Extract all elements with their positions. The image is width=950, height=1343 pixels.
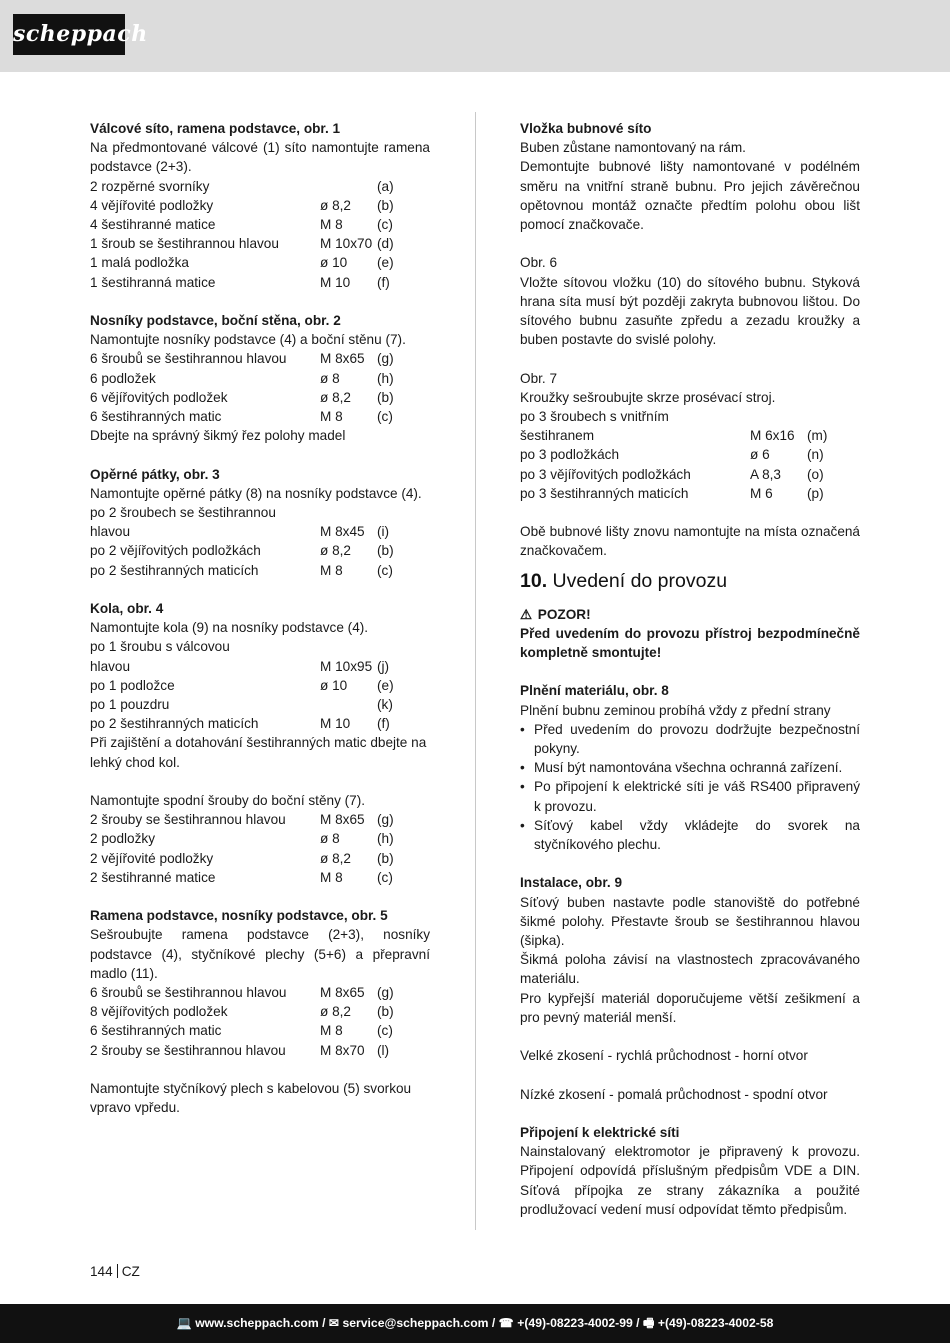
table-row (90, 522, 430, 541)
part-size: ø 10 (320, 255, 348, 271)
part-size: M 8x70 (320, 1042, 365, 1058)
section-title: Opěrné pátky, obr. 3 (90, 466, 220, 482)
part-ref: (b) (377, 1004, 394, 1020)
table-row (90, 253, 430, 272)
table-row (90, 215, 430, 234)
table-row (90, 810, 430, 829)
part-size (320, 695, 377, 714)
table-row (90, 849, 430, 868)
part-name: 1 malá podložka (90, 255, 189, 271)
parts-table (90, 522, 430, 580)
part-ref: (f) (377, 716, 390, 732)
part-ref: (k) (377, 697, 393, 713)
part-name: po 2 vějířovitých podložkách (90, 543, 261, 559)
section-title: Ramena podstavce, nosníky podstavce, obr. 5 (90, 908, 388, 924)
figure-ref: Obr. 7 (520, 370, 558, 386)
part-size: ø 8,2 (320, 543, 351, 559)
figure-ref: Obr. 6 (520, 255, 558, 271)
part-name: šestihranem (520, 428, 595, 444)
parts-table (90, 349, 430, 426)
paragraph: Vložte sítovou vložku (10) do sítového bubnu. Styková hrana síta musí být později zakryta bubnovou lištou. Do sítového bubnu zasuňte zpředu a zezadu kroužky a buben postavte do svislé polohy. (520, 274, 860, 348)
part-size: M 10 (320, 716, 351, 732)
part-ref: (l) (377, 1042, 390, 1058)
part-ref: (d) (377, 236, 394, 252)
parts-line: po 3 šroubech s vnitřním (520, 409, 669, 425)
paragraph: Nízké zkosení - pomalá průchodnost - spodní otvor (520, 1086, 828, 1102)
page-language: CZ (121, 1264, 140, 1279)
part-name: 6 šroubů se šestihrannou hlavou (90, 351, 287, 367)
part-name: 4 šestihranné matice (90, 217, 216, 233)
part-ref: (o) (807, 466, 824, 482)
section-note: Při zajištění a dotahování šestihranných matic dbejte na lehký chod kol. (90, 735, 427, 770)
table-row (90, 829, 430, 848)
part-name: 6 vějířovitých podložek (90, 389, 228, 405)
right-column (520, 119, 860, 1219)
part-name: 6 šestihranných matic (90, 1023, 222, 1039)
part-size: M 10x95 (320, 658, 373, 674)
part-name: po 3 vějířovitých podložkách (520, 466, 691, 482)
part-ref: (i) (377, 524, 390, 540)
table-row (90, 676, 430, 695)
footer-email[interactable]: service@scheppach.com (342, 1316, 489, 1330)
list-item: • Před uvedením do provozu dodržujte bezpečnostní pokyny. (520, 720, 860, 758)
scheppach-logo: scheppach (13, 14, 125, 55)
section-note: Dbejte na správný šikmý řez polohy madel (90, 428, 346, 444)
part-ref: (h) (377, 370, 394, 386)
paragraph: Obě bubnové lišty znovu namontujte na místa označená značkovačem. (520, 524, 860, 559)
footer-website[interactable]: www.scheppach.com (195, 1316, 319, 1330)
section-title: Plnění materiálu, obr. 8 (520, 683, 669, 699)
part-size: M 10x70 (320, 236, 373, 252)
part-name: 2 rozpěrné svorníky (90, 178, 210, 194)
part-size: M 6 (750, 485, 773, 501)
part-name: 4 vějířovité podložky (90, 197, 214, 213)
parts-table (90, 177, 430, 292)
phone-icon: ☎ (498, 1316, 514, 1330)
list-item: • Po připojení k elektrické síti je váš RS400 připravený k provozu. (520, 777, 860, 815)
part-ref: (e) (377, 677, 394, 693)
table-row (90, 369, 430, 388)
part-name: 2 podložky (90, 831, 155, 847)
part-size: M 8x65 (320, 812, 365, 828)
table-row (90, 273, 430, 292)
table-row (90, 695, 430, 714)
warning-text: Před uvedením do provozu přístroj bezpodmínečně kompletně smontujte! (520, 625, 860, 661)
part-ref: (j) (377, 658, 390, 674)
part-ref: (g) (377, 351, 394, 367)
part-ref: (c) (377, 562, 393, 578)
part-name: 6 podložek (90, 370, 156, 386)
part-name: po 1 pouzdru (90, 697, 170, 713)
table-row (520, 465, 860, 484)
section-intro: Namontujte kola (9) na nosníky podstavce (4). (90, 620, 369, 636)
part-size: M 8 (320, 1023, 343, 1039)
paragraph: Síťový buben nastavte podle stanoviště do potřebné šikmé polohy. Přestavte šroub se šestihrannou hlavou (šipka). (520, 894, 860, 949)
fax-icon: 🖷 (642, 1316, 655, 1330)
section-title: Připojení k elektrické síti (520, 1125, 680, 1141)
list-item: • Síťový kabel vždy vkládejte do svorek na styčníkového plechu. (520, 816, 860, 854)
paragraph: Šikmá poloha závisí na vlastnostech zpracovávaného materiálu. (520, 952, 860, 987)
table-row (90, 388, 430, 407)
table-row (90, 196, 430, 215)
part-ref: (c) (377, 1023, 393, 1039)
section-intro: Namontujte spodní šrouby do boční stěny (7). (90, 793, 366, 809)
table-row (520, 426, 860, 445)
section-title: Nosníky podstavce, boční stěna, obr. 2 (90, 313, 341, 329)
part-name: 1 šestihranná matice (90, 274, 216, 290)
part-size: M 8 (320, 409, 343, 425)
paragraph: Demontujte bubnové lišty namontované v podélném směru na vnitřní straně bubnu. Pro jejich závěrečnou opětovnou montáž označte předtím polohu obou lišt pomocí značkovače. (520, 159, 860, 233)
part-size: M 6x16 (750, 428, 795, 444)
footer-fax: +(49)-08223-4002-58 (657, 1316, 774, 1330)
part-size: ø 10 (320, 677, 348, 693)
part-name: po 3 podložkách (520, 447, 620, 463)
chapter-heading (520, 569, 860, 593)
part-name: 6 šroubů se šestihrannou hlavou (90, 985, 287, 1001)
part-size: M 8x65 (320, 985, 365, 1001)
part-name: po 2 šestihranných maticích (90, 562, 259, 578)
footer-phone: +(49)-08223-4002-99 (517, 1316, 633, 1330)
part-name: po 3 šestihranných maticích (520, 485, 689, 501)
parts-table (90, 810, 430, 887)
paragraph: Pro kypřejší materiál doporučujeme větší zešikmení a pro pevný materiál menší. (520, 990, 860, 1025)
table-row (90, 1002, 430, 1021)
paragraph: Velké zkosení - rychlá průchodnost - horní otvor (520, 1048, 808, 1064)
part-ref: (n) (807, 447, 824, 463)
part-size: M 8x45 (320, 524, 365, 540)
part-ref: (p) (807, 485, 824, 501)
table-row (90, 868, 430, 887)
page-number (90, 1264, 140, 1279)
part-name: hlavou (90, 524, 131, 540)
part-ref: (c) (377, 217, 393, 233)
table-row (90, 541, 430, 560)
part-size: M 8 (320, 869, 343, 885)
page-separator (117, 1264, 118, 1278)
header-bar (0, 0, 950, 72)
chapter-number: 10. (520, 569, 548, 592)
paragraph: Buben zůstane namontovaný na rám. (520, 140, 746, 156)
part-size: M 8x65 (320, 351, 365, 367)
part-name: 8 vějířovitých podložek (90, 1004, 228, 1020)
table-row (90, 983, 430, 1002)
paragraph: Plnění bubnu zeminou probíhá vždy z přední strany (520, 702, 831, 718)
part-name: 2 šrouby se šestihrannou hlavou (90, 1042, 286, 1058)
parts-line: po 2 šroubech se šestihrannou (90, 505, 276, 521)
part-size: ø 8,2 (320, 850, 351, 866)
section-intro: Na předmontované válcové (1) síto namontujte ramena podstavce (2+3). (90, 140, 430, 175)
part-size (320, 177, 377, 196)
parts-line: po 1 šroubu s válcovou (90, 639, 230, 655)
bullet-list (520, 720, 860, 854)
parts-table (90, 983, 430, 1060)
table-row (520, 445, 860, 464)
page-number-value: 144 (90, 1264, 113, 1279)
warning-label (520, 605, 860, 624)
section-intro: Namontujte nosníky podstavce (4) a boční stěnu (7). (90, 332, 406, 348)
part-name: hlavou (90, 658, 131, 674)
part-size: M 8 (320, 217, 343, 233)
section-intro: Namontujte opěrné pátky (8) na nosníky podstavce (4). (90, 485, 422, 501)
part-ref: (c) (377, 409, 393, 425)
part-ref: (m) (807, 428, 828, 444)
part-ref: (g) (377, 812, 394, 828)
part-name: 2 šrouby se šestihrannou hlavou (90, 812, 286, 828)
part-size: ø 8,2 (320, 197, 351, 213)
part-name: 2 vějířovité podložky (90, 850, 214, 866)
left-column (90, 119, 430, 1117)
part-ref: (h) (377, 831, 394, 847)
table-row (90, 1041, 430, 1060)
table-row (90, 349, 430, 368)
part-size: ø 6 (750, 447, 770, 463)
part-name: 1 šroub se šestihrannou hlavou (90, 236, 279, 252)
part-size: M 10 (320, 274, 351, 290)
table-row (90, 561, 430, 580)
footer-bar: 💻 www.scheppach.com / ✉ service@scheppach.com / ☎ +(49)-08223-4002-99 / 🖷 +(49)-08223-4002-58 (0, 1304, 950, 1343)
part-ref: (b) (377, 197, 394, 213)
part-name: po 2 šestihranných maticích (90, 716, 259, 732)
warning-icon: ⚠ (520, 606, 533, 622)
part-size: A 8,3 (750, 466, 781, 482)
part-size: ø 8 (320, 370, 340, 386)
section-intro: Sešroubujte ramena podstavce (2+3), nosníky podstavce (4), styčníkové plechy (5+6) a přepravní madlo (11). (90, 927, 430, 981)
mail-icon: ✉ (328, 1316, 340, 1330)
section-title: Instalace, obr. 9 (520, 875, 622, 891)
section-title: Válcové síto, ramena podstavce, obr. 1 (90, 121, 341, 136)
part-ref: (b) (377, 543, 394, 559)
column-divider (475, 112, 476, 1230)
list-item: • Musí být namontována všechna ochranná zařízení. (520, 758, 860, 777)
table-row (90, 657, 430, 676)
part-name: 2 šestihranné matice (90, 869, 216, 885)
table-row (90, 1021, 430, 1040)
part-ref: (b) (377, 850, 394, 866)
table-row (90, 234, 430, 253)
table-row (90, 714, 430, 733)
part-ref: (b) (377, 389, 394, 405)
section-title: Vložka bubnové síto (520, 121, 652, 136)
part-size: ø 8,2 (320, 389, 351, 405)
paragraph: Kroužky sešroubujte skrze prosévací stroj. (520, 389, 776, 405)
part-ref: (c) (377, 869, 393, 885)
part-name: po 1 podložce (90, 677, 175, 693)
part-ref: (f) (377, 274, 390, 290)
paragraph: Nainstalovaný elektromotor je připravený k provozu. Připojení odpovídá příslušným předpisům VDE a DIN. Síťová přípojka ze strany zákazníka a použité prodlužovací vedení musí odpovídat těmto předpisům. (520, 1144, 860, 1217)
part-size: ø 8 (320, 831, 340, 847)
table-row (90, 407, 430, 426)
part-size: M 8 (320, 562, 343, 578)
table-row (520, 484, 860, 503)
part-name: 6 šestihranných matic (90, 409, 222, 425)
part-ref: (e) (377, 255, 394, 271)
part-size: ø 8,2 (320, 1004, 351, 1020)
parts-table (520, 426, 860, 503)
part-ref: (a) (377, 178, 394, 194)
parts-table (90, 657, 430, 734)
part-ref: (g) (377, 985, 394, 1001)
warning-label-text: POZOR! (537, 606, 591, 622)
section-note: Namontujte styčníkový plech s kabelovou (5) svorkou vpravo vpředu. (90, 1081, 412, 1116)
chapter-title: Uvedení do provozu (552, 569, 728, 592)
section-title: Kola, obr. 4 (90, 601, 164, 617)
computer-icon: 💻 (176, 1316, 192, 1330)
table-row (90, 177, 430, 196)
